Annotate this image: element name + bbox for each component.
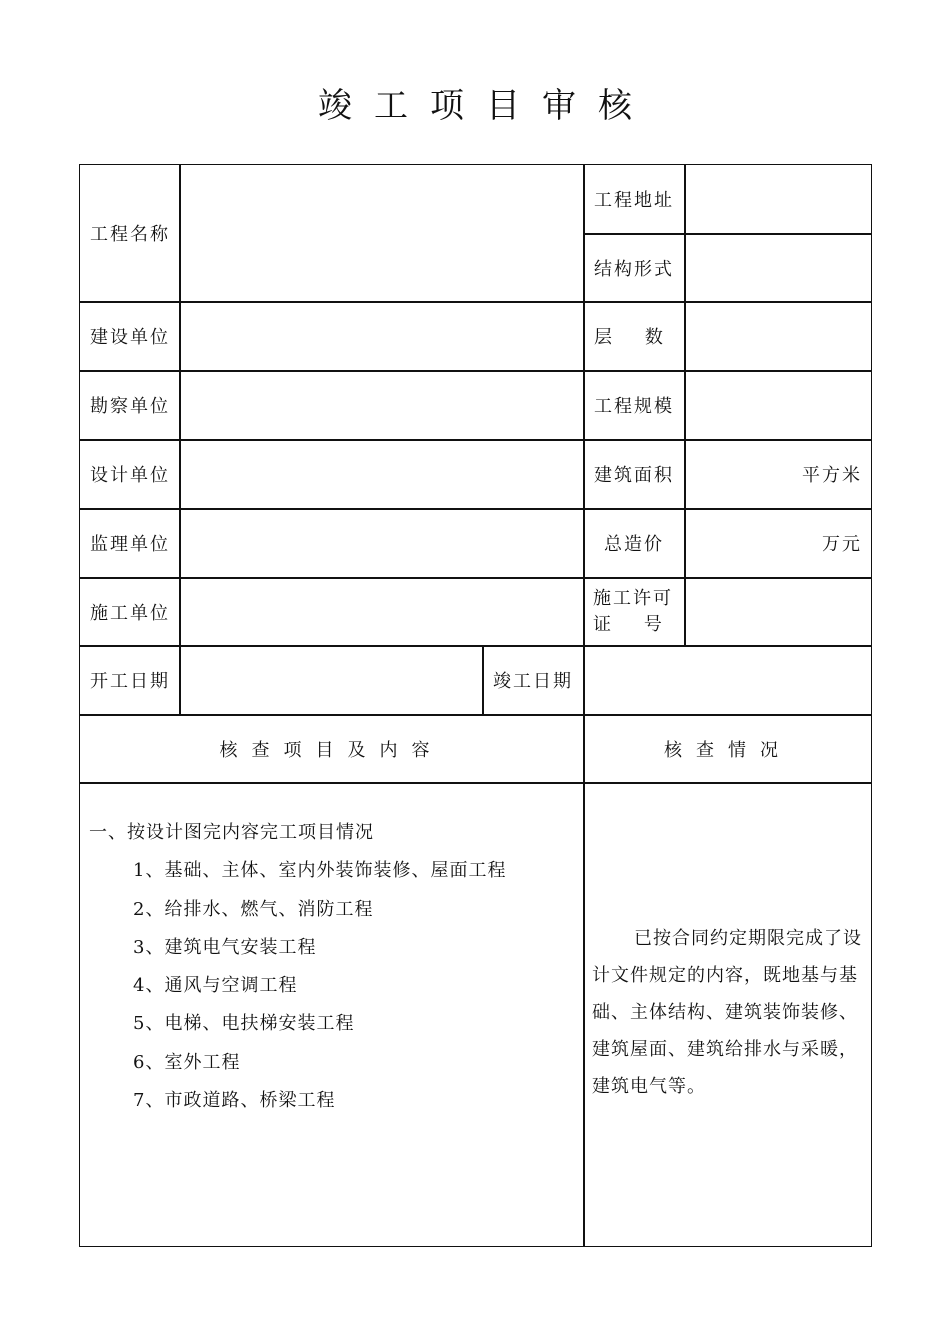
row-divider xyxy=(79,301,872,303)
review-items-list xyxy=(89,814,506,1120)
supervision-unit-label: 监理单位 xyxy=(90,534,170,555)
construction-permit-label xyxy=(593,586,683,638)
permit-label-line1: 施工许可 xyxy=(593,588,673,609)
start-date-label: 开工日期 xyxy=(90,671,170,692)
design-unit-label: 设计单位 xyxy=(90,465,170,486)
list-item: 4、通风与空调工程 xyxy=(133,975,298,997)
total-cost-label: 总造价 xyxy=(604,534,664,555)
structure-form-label: 结构形式 xyxy=(594,258,674,280)
building-area-unit: 平方米 xyxy=(802,465,862,486)
building-area-label: 建筑面积 xyxy=(594,465,674,486)
contractor-unit-label: 施工单位 xyxy=(90,602,170,624)
row-divider xyxy=(79,577,872,579)
floors-label: 层 数 xyxy=(594,327,665,348)
construction-unit-label: 建设单位 xyxy=(90,327,170,348)
review-status-header: 核查情况 xyxy=(664,739,792,761)
review-items-header: 核查项目及内容 xyxy=(219,739,444,761)
project-name-label: 工程名称 xyxy=(90,224,170,245)
review-status-text: 已按合同约定期限完成了设计文件规定的内容，既地基与基础、主体结构、建筑装饰装修、建筑屋面、建筑给排水与采暖，建筑电气等。 xyxy=(592,928,862,1097)
survey-unit-label: 勘察单位 xyxy=(90,396,170,417)
list-item: 2、给排水、燃气、消防工程 xyxy=(133,898,374,920)
list-item: 5、电梯、电扶梯安装工程 xyxy=(133,1013,355,1035)
completion-date-label: 竣工日期 xyxy=(493,671,573,692)
list-item: 1、基础、主体、室内外装饰装修、屋面工程 xyxy=(133,860,507,882)
review-items-heading: 一、按设计图完内容完工项目情况 xyxy=(89,822,374,843)
list-item: 6、室外工程 xyxy=(133,1051,241,1073)
permit-label-line2: 证 号 xyxy=(593,614,664,635)
list-item: 7、市政道路、桥梁工程 xyxy=(133,1090,336,1112)
row-divider xyxy=(79,370,872,372)
row-divider xyxy=(79,645,872,647)
page-title: 竣工项目审核 xyxy=(318,86,654,126)
project-scale-label: 工程规模 xyxy=(594,396,674,417)
total-cost-unit: 万元 xyxy=(822,534,862,555)
project-address-label: 工程地址 xyxy=(594,190,674,211)
row-divider xyxy=(79,782,872,784)
list-item: 3、建筑电气安装工程 xyxy=(133,936,317,958)
